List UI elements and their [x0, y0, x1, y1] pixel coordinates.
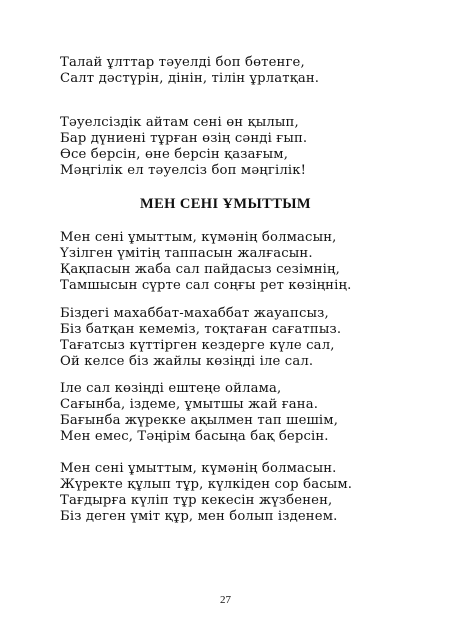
poem-line: Іле сал көзіңді ештеңе ойлама,	[60, 381, 282, 396]
poem-line: Сағынба, іздеме, ұмытшы жай ғана.	[60, 397, 319, 412]
poem-line: Қақпасын жаба сал пайдасыз сезімнің,	[60, 262, 340, 277]
poem-line: Мен емес, Тәңірім басыңа бақ берсін.	[60, 429, 329, 444]
poem-line: Үзілген үмітің таппасын жалғасын.	[60, 246, 313, 261]
poem-line: Мәңгілік ел тәуелсіз боп мәңгілік!	[60, 163, 307, 178]
poem-line: Бағынба жүрекке ақылмен тап шешім,	[60, 413, 339, 428]
poem-line: Бар дүниені тұрған өзің сәнді ғып.	[60, 131, 308, 146]
poem-line: Тағатсыз күттірген кездерге күле сал,	[60, 338, 335, 353]
poem-line: Біз батқан кемеміз, тоқтаған сағатпыз.	[60, 322, 342, 337]
poem-stanza-1	[60, 230, 420, 294]
intro-stanza-1	[60, 55, 420, 87]
poem-line: Талай ұлттар тәуелді боп бөтенге,	[60, 55, 305, 70]
poem-line: Мен сені ұмыттым, күмәнің болмасын,	[60, 230, 337, 245]
intro-stanza-2	[60, 115, 420, 179]
poem-line: Жүректе құлып тұр, күлкіден сор басым.	[60, 477, 353, 492]
poem-line: Біздегі махаббат-махаббат жауапсыз,	[60, 306, 329, 321]
page-number: 27	[220, 594, 231, 606]
poem-line: Тәуелсіздік айтам сені өн қылып,	[60, 115, 299, 130]
poem-line: Өсе берсін, өне берсін қазағым,	[60, 147, 289, 162]
poem-stanza-2	[60, 306, 420, 370]
poem-line: Мен сені ұмыттым, күмәнің болмасын.	[60, 461, 337, 476]
poem-line: Тамшысын сүрте сал соңғы рет көзіңнің.	[60, 278, 352, 293]
poem-line: Салт дәстүрін, дінін, тілін ұрлатқан.	[60, 71, 320, 86]
poem-title: МЕН СЕНІ ҰМЫТТЫМ	[139, 196, 311, 212]
poem-stanza-4	[60, 461, 420, 525]
poem-stanza-3	[60, 381, 420, 445]
poem-line: Біз деген үміт құр, мен болып ізденем.	[60, 509, 338, 524]
poem-line: Тағдырға күліп тұр кекесін жүзбенен,	[60, 493, 333, 508]
poem-line: Ой келсе біз жайлы көзіңді іле сал.	[60, 354, 314, 369]
